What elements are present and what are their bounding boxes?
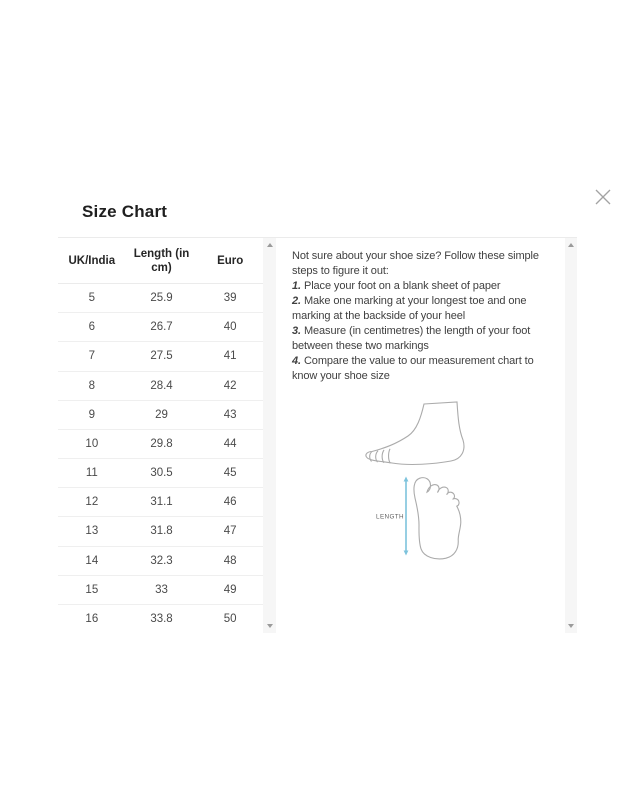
scroll-down-icon[interactable] xyxy=(568,624,574,628)
table-header-row xyxy=(58,238,263,284)
scroll-up-icon[interactable] xyxy=(568,243,574,247)
cell-length: 32.3 xyxy=(150,554,173,567)
cell-uk: 14 xyxy=(85,554,99,567)
step-text: Make one marking at your longest toe and one marking at the backside of your heel xyxy=(292,295,527,322)
table-row xyxy=(58,430,263,459)
cell-euro: 45 xyxy=(223,467,237,480)
cell-euro: 49 xyxy=(223,583,237,596)
scroll-up-icon[interactable] xyxy=(267,243,273,247)
dialog-title: Size Chart xyxy=(82,202,168,221)
cell-length: 26.7 xyxy=(150,321,173,334)
cell-uk: 13 xyxy=(85,525,99,538)
cell-uk: 7 xyxy=(88,350,96,363)
step-marker: 3. xyxy=(292,325,301,337)
step-text: Compare the value to our measurement chart to know your shoe size xyxy=(292,355,534,382)
cell-euro: 42 xyxy=(223,379,237,392)
cell-uk: 10 xyxy=(85,437,99,450)
instruction-step xyxy=(292,279,561,294)
table-row xyxy=(58,284,263,313)
cell-length: 31.1 xyxy=(150,496,173,509)
step-text: Measure (in centimetres) the length of your foot between these two markings xyxy=(292,325,531,352)
cell-length: 31.8 xyxy=(150,525,173,538)
cell-euro: 46 xyxy=(223,496,237,509)
step-text: Place your foot on a blank sheet of paper xyxy=(303,280,501,292)
step-marker: 1. xyxy=(292,280,301,292)
cell-euro: 43 xyxy=(223,408,237,421)
cell-length: 33.8 xyxy=(150,612,173,625)
size-table xyxy=(58,238,263,633)
table-row xyxy=(58,313,263,342)
instruction-step xyxy=(292,324,561,354)
table-row xyxy=(58,372,263,401)
scroll-down-icon[interactable] xyxy=(267,624,273,628)
column-header-length: Length (in cm) xyxy=(133,247,190,274)
instruction-step xyxy=(292,294,561,324)
cell-euro: 39 xyxy=(223,292,237,305)
table-row xyxy=(58,517,263,546)
column-header-uk-india: UK/India xyxy=(68,254,116,267)
cell-length: 33 xyxy=(155,583,168,596)
instruction-step xyxy=(292,354,561,384)
foot-measurement-diagram xyxy=(358,398,528,566)
cell-length: 29.8 xyxy=(150,437,173,450)
cell-length: 29 xyxy=(155,408,168,421)
column-header-euro: Euro xyxy=(217,254,244,267)
step-marker: 2. xyxy=(292,295,301,307)
table-row xyxy=(58,547,263,576)
step-marker: 4. xyxy=(292,355,301,367)
table-row xyxy=(58,459,263,488)
dialog-content xyxy=(58,237,577,632)
close-button[interactable] xyxy=(589,183,617,211)
cell-uk: 8 xyxy=(88,379,96,392)
cell-uk: 5 xyxy=(88,292,96,305)
cell-uk: 15 xyxy=(85,583,99,596)
cell-length: 27.5 xyxy=(150,350,173,363)
cell-euro: 47 xyxy=(223,525,237,538)
cell-length: 30.5 xyxy=(150,467,173,480)
cell-uk: 11 xyxy=(85,467,98,480)
cell-euro: 44 xyxy=(223,437,237,450)
close-icon xyxy=(592,196,614,211)
cell-uk: 16 xyxy=(85,612,99,625)
table-row xyxy=(58,342,263,371)
foot-side-view-icon xyxy=(366,402,464,464)
cell-euro: 50 xyxy=(223,612,237,625)
cell-uk: 9 xyxy=(88,408,96,421)
length-measure-line xyxy=(404,477,409,556)
cell-uk: 12 xyxy=(85,496,99,509)
table-row xyxy=(58,401,263,430)
cell-euro: 48 xyxy=(223,554,237,567)
table-row xyxy=(58,605,263,633)
foot-sole-view-icon xyxy=(414,478,461,559)
cell-euro: 40 xyxy=(223,321,237,334)
table-row xyxy=(58,576,263,605)
panel-scrollbar[interactable] xyxy=(565,238,577,633)
instructions-panel xyxy=(287,238,565,633)
cell-euro: 41 xyxy=(223,350,237,363)
instructions-intro: Not sure about your shoe size? Follow these simple steps to figure it out: xyxy=(292,250,539,277)
cell-length: 28.4 xyxy=(150,379,173,392)
length-label: LENGTH xyxy=(376,513,404,521)
cell-length: 25.9 xyxy=(150,292,173,305)
cell-uk: 6 xyxy=(88,321,96,334)
table-row xyxy=(58,488,263,517)
table-scrollbar[interactable] xyxy=(263,238,276,633)
